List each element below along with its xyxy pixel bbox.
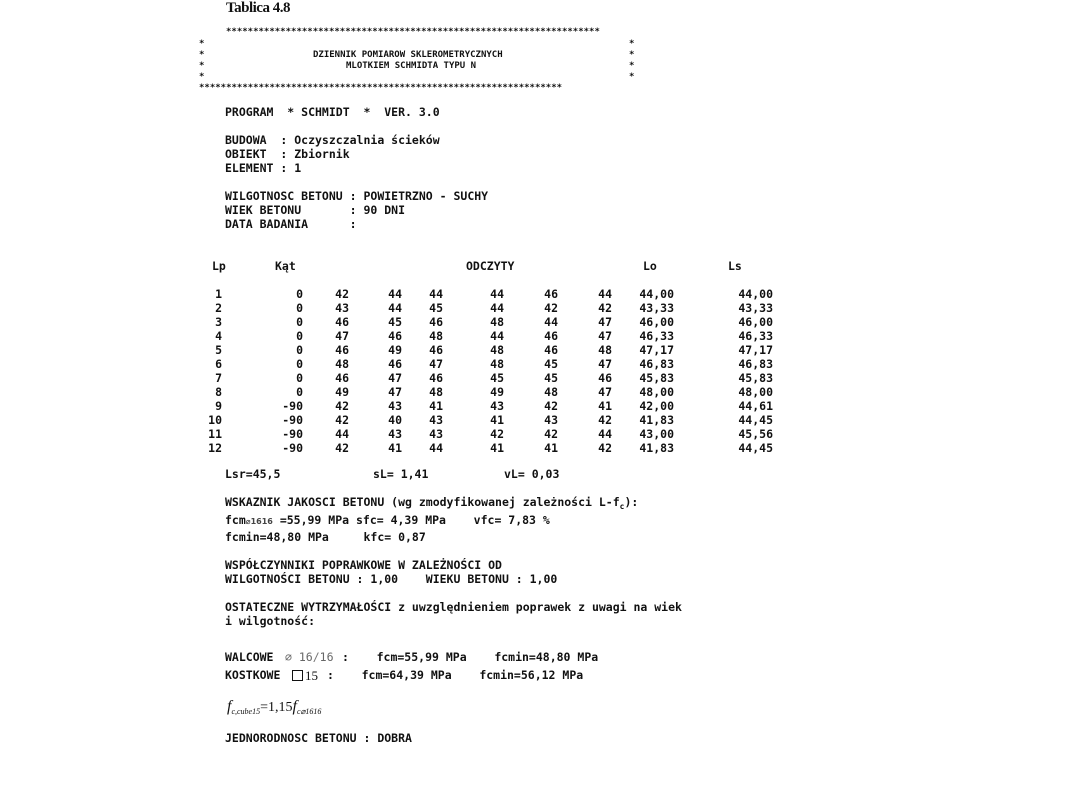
reading-cell: 49 (335, 385, 349, 399)
col-header-odczyty: ODCZYTY (466, 259, 515, 273)
reading-cell: 43 (429, 427, 443, 441)
kat-cell: 0 (296, 357, 303, 371)
reading-cell: 44 (490, 301, 504, 315)
lp-cell: 7 (215, 371, 222, 385)
reading-cell: 43 (335, 301, 349, 315)
coeffs-line-2: WILGOTNOŚCI BETONU : 1,00 WIEKU BETONU : 1,00 (225, 572, 558, 586)
reading-cell: 44 (388, 301, 402, 315)
reading-cell: 47 (598, 385, 612, 399)
reading-cell: 44 (388, 287, 402, 301)
reading-cell: 44 (598, 427, 612, 441)
reading-cell: 48 (490, 315, 504, 329)
col-header-kat: Kąt (275, 259, 296, 273)
ls-cell: 46,00 (738, 315, 773, 329)
header-border-bottom: ******************************************************************* (199, 83, 563, 93)
kat-cell: -90 (282, 441, 303, 455)
reading-cell: 47 (598, 357, 612, 371)
reading-cell: 43 (429, 413, 443, 427)
lo-cell: 46,33 (639, 329, 674, 343)
ls-cell: 43,33 (738, 301, 773, 315)
kat-cell: 0 (296, 343, 303, 357)
ls-cell: 44,45 (738, 441, 773, 455)
final-kostkowe-dim: 15 (292, 669, 318, 683)
ls-cell: 44,00 (738, 287, 773, 301)
lp-cell: 3 (215, 315, 222, 329)
header-line-1: DZIENNIK POMIAROW SKLEROMETRYCZNYCH (313, 50, 503, 60)
ls-cell: 46,33 (738, 329, 773, 343)
header-star: * (199, 61, 205, 71)
reading-cell: 48 (490, 357, 504, 371)
reading-cell: 46 (544, 329, 558, 343)
reading-cell: 46 (388, 357, 402, 371)
kat-cell: -90 (282, 399, 303, 413)
info-budowa: BUDOWA : Oczyszczalnia ścieków (225, 133, 440, 147)
ls-cell: 45,83 (738, 371, 773, 385)
reading-cell: 48 (598, 343, 612, 357)
lp-cell: 5 (215, 343, 222, 357)
lp-cell: 1 (215, 287, 222, 301)
reading-cell: 47 (429, 357, 443, 371)
reading-cell: 42 (544, 427, 558, 441)
ls-cell: 47,17 (738, 343, 773, 357)
info-wiek: WIEK BETONU : 90 DNI (225, 203, 406, 217)
reading-cell: 44 (598, 287, 612, 301)
reading-cell: 48 (429, 329, 443, 343)
lo-cell: 42,00 (639, 399, 674, 413)
reading-cell: 42 (335, 441, 349, 455)
kat-cell: 0 (296, 287, 303, 301)
final-walcowe-values: : fcm=55,99 MPa fcmin=48,80 MPa (342, 650, 599, 664)
reading-cell: 44 (490, 329, 504, 343)
reading-cell: 42 (490, 427, 504, 441)
reading-cell: 47 (335, 329, 349, 343)
reading-cell: 46 (388, 329, 402, 343)
final-walcowe-dim: ⌀ 16/16 (285, 650, 334, 664)
reading-cell: 47 (598, 329, 612, 343)
lo-cell: 46,83 (639, 357, 674, 371)
reading-cell: 46 (429, 315, 443, 329)
header-star: * (199, 39, 205, 49)
kat-cell: -90 (282, 427, 303, 441)
kat-cell: -90 (282, 413, 303, 427)
lo-cell: 47,17 (639, 343, 674, 357)
reading-cell: 46 (429, 371, 443, 385)
kat-cell: 0 (296, 301, 303, 315)
reading-cell: 46 (335, 315, 349, 329)
reading-cell: 42 (335, 413, 349, 427)
reading-cell: 47 (598, 315, 612, 329)
col-header-ls: Ls (728, 259, 742, 273)
lo-cell: 43,00 (639, 427, 674, 441)
info-element: ELEMENT : 1 (225, 161, 302, 175)
ls-cell: 46,83 (738, 357, 773, 371)
reading-cell: 47 (388, 371, 402, 385)
lp-cell: 10 (208, 413, 222, 427)
reading-cell: 41 (598, 399, 612, 413)
final-walcowe-label: WALCOWE (225, 650, 274, 664)
info-obiekt: OBIEKT : Zbiornik (225, 147, 350, 161)
reading-cell: 40 (388, 413, 402, 427)
reading-cell: 42 (598, 413, 612, 427)
reading-cell: 46 (335, 371, 349, 385)
lo-cell: 43,33 (639, 301, 674, 315)
kat-cell: 0 (296, 329, 303, 343)
reading-cell: 42 (544, 399, 558, 413)
reading-cell: 43 (490, 399, 504, 413)
lo-cell: 45,83 (639, 371, 674, 385)
ls-cell: 45,56 (738, 427, 773, 441)
header-star: * (629, 72, 635, 82)
reading-cell: 44 (429, 441, 443, 455)
reading-cell: 48 (429, 385, 443, 399)
reading-cell: 44 (490, 287, 504, 301)
reading-cell: 42 (598, 441, 612, 455)
lp-cell: 6 (215, 357, 222, 371)
lo-cell: 41,83 (639, 413, 674, 427)
stat-vl: vL= 0,03 (504, 467, 560, 481)
lo-cell: 44,00 (639, 287, 674, 301)
header-star: * (199, 72, 205, 82)
lp-cell: 9 (215, 399, 222, 413)
reading-cell: 45 (490, 371, 504, 385)
reading-cell: 43 (388, 427, 402, 441)
reading-cell: 49 (388, 343, 402, 357)
reading-cell: 42 (598, 301, 612, 315)
reading-cell: 45 (388, 315, 402, 329)
ls-cell: 44,45 (738, 413, 773, 427)
reading-cell: 42 (544, 301, 558, 315)
reading-cell: 46 (544, 343, 558, 357)
final-line-1: OSTATECZNE WYTRZYMAŁOŚCI z uwzględnieniem poprawek z uwagi na wiek (225, 600, 682, 614)
reading-cell: 46 (598, 371, 612, 385)
lp-cell: 8 (215, 385, 222, 399)
reading-cell: 44 (335, 427, 349, 441)
homogeneity-line: JEDNORODNOSC BETONU : DOBRA (225, 731, 412, 745)
header-line-2: MLOTKIEM SCHMIDTA TYPU N (346, 61, 477, 71)
reading-cell: 41 (429, 399, 443, 413)
lp-cell: 12 (208, 441, 222, 455)
header-star: * (629, 61, 635, 71)
lp-cell: 2 (215, 301, 222, 315)
final-line-2: i wilgotność: (225, 614, 316, 628)
info-data-badania: DATA BADANIA : (225, 217, 357, 231)
header-star: * (629, 50, 635, 60)
reading-cell: 48 (544, 385, 558, 399)
reading-cell: 41 (388, 441, 402, 455)
reading-cell: 46 (544, 287, 558, 301)
kat-cell: 0 (296, 385, 303, 399)
header-star: * (629, 39, 635, 49)
kat-cell: 0 (296, 315, 303, 329)
reading-cell: 46 (429, 343, 443, 357)
lo-cell: 48,00 (639, 385, 674, 399)
coeffs-line-1: WSPÓŁCZYNNIKI POPRAWKOWE W ZALEŻNOŚCI OD (225, 558, 502, 572)
reading-cell: 41 (490, 413, 504, 427)
stat-lsr: Lsr=45,5 (225, 467, 281, 481)
reading-cell: 49 (490, 385, 504, 399)
info-wilgotnosc: WILGOTNOSC BETONU : POWIETRZNO - SUCHY (225, 189, 489, 203)
reading-cell: 43 (388, 399, 402, 413)
conversion-formula: $f_{c,cube15}=1,15f_{c⌀1616}$ (227, 698, 322, 716)
stat-sl: sL= 1,41 (373, 467, 429, 481)
reading-cell: 45 (544, 371, 558, 385)
program-line: PROGRAM * SCHMIDT * VER. 3.0 (225, 105, 440, 119)
reading-cell: 44 (429, 287, 443, 301)
lp-cell: 4 (215, 329, 222, 343)
lp-cell: 11 (208, 427, 222, 441)
lo-cell: 46,00 (639, 315, 674, 329)
header-border-top: ********************************************************************* (226, 27, 600, 37)
reading-cell: 47 (388, 385, 402, 399)
final-kostkowe-values: : fcm=64,39 MPa fcmin=56,12 MPa (327, 668, 584, 682)
lo-cell: 41,83 (639, 441, 674, 455)
kat-cell: 0 (296, 371, 303, 385)
col-header-lp: Lp (212, 259, 226, 273)
reading-cell: 45 (544, 357, 558, 371)
reading-cell: 45 (429, 301, 443, 315)
reading-cell: 41 (490, 441, 504, 455)
reading-cell: 42 (335, 399, 349, 413)
reading-cell: 41 (544, 441, 558, 455)
ls-cell: 44,61 (738, 399, 773, 413)
quality-fcm-line: fcm⌀1616 =55,99 MPa sfc= 4,39 MPa vfc= 7,83 % (225, 513, 550, 527)
ls-cell: 48,00 (738, 385, 773, 399)
header-star: * (199, 50, 205, 60)
reading-cell: 44 (544, 315, 558, 329)
quality-fcmin-line: fcmin=48,80 MPa kfc= 0,87 (225, 530, 426, 544)
reading-cell: 48 (335, 357, 349, 371)
table-title: Tablica 4.8 (226, 0, 290, 16)
col-header-lo: Lo (643, 259, 657, 273)
final-kostkowe-label: KOSTKOWE (225, 668, 281, 682)
reading-cell: 46 (335, 343, 349, 357)
reading-cell: 42 (335, 287, 349, 301)
reading-cell: 43 (544, 413, 558, 427)
quality-heading: WSKAZNIK JAKOSCI BETONU (wg zmodyfikowanej zależności $L-f_c$): (225, 495, 639, 511)
square-icon (292, 670, 303, 681)
reading-cell: 48 (490, 343, 504, 357)
